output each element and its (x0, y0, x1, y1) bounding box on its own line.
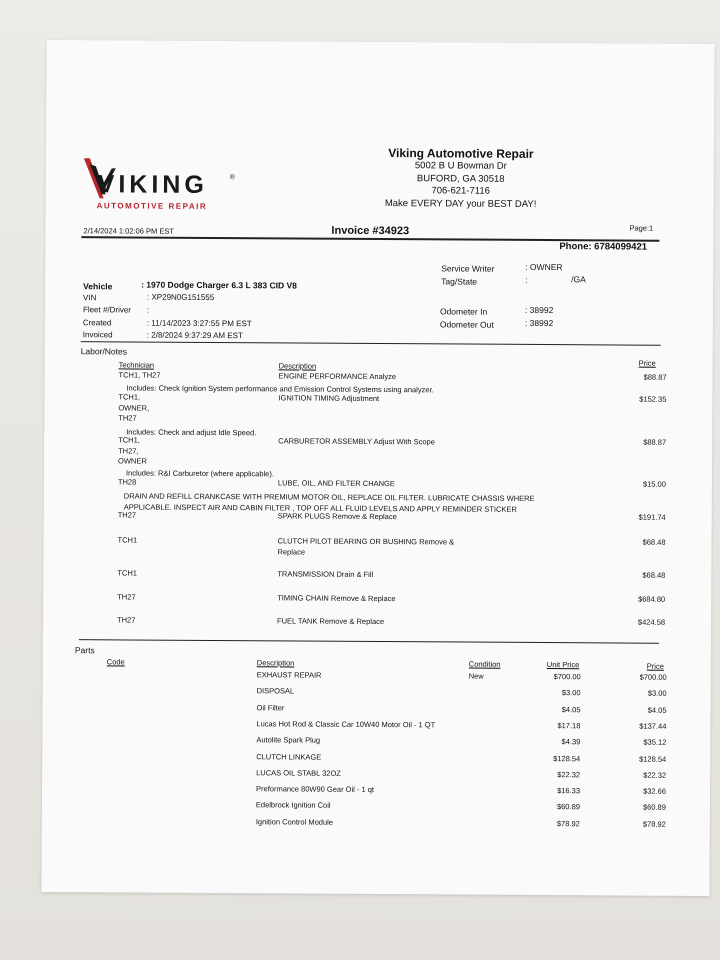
labor-description: CLUTCH PILOT BEARING OR BUSHING Remove & Replace (277, 536, 455, 557)
labor-description: LUBE, OIL, AND FILTER CHANGE (277, 478, 395, 489)
created-value: : 11/14/2023 3:27:55 PM EST (146, 318, 252, 329)
labor-description: TIMING CHAIN Remove & Replace (277, 593, 396, 604)
parts-divider (79, 639, 659, 644)
labor-note: Includes: Check and adjust Idle Speed. (126, 427, 257, 438)
part-price: $78.92 (642, 819, 666, 829)
part-price: $4.05 (647, 705, 667, 715)
labor-technician: TH27 (117, 615, 136, 625)
company-address-2: BUFORD, GA 30518 (416, 172, 505, 185)
invoice-number: Invoice #34923 (331, 224, 410, 238)
labor-description: ENGINE PERFORMANCE Analyze (278, 371, 397, 382)
labor-technician: TH27 (117, 510, 137, 520)
vin-value: : XP29N0G151555 (147, 292, 215, 302)
part-description: Edelbrock Ignition Coil (255, 800, 331, 811)
parts-col-unit-price: Unit Price (546, 660, 580, 670)
created-label: Created (82, 318, 112, 328)
part-unit-price: $22.32 (557, 769, 581, 780)
part-description: Autolite Spark Plug (256, 735, 321, 745)
parts-col-condition: Condition (468, 659, 501, 669)
labor-description: CARBURETOR ASSEMBLY Adjust With Scope (278, 436, 435, 447)
labor-description: SPARK PLUGS Remove & Replace (277, 511, 397, 522)
logo-word: VIKING (97, 170, 208, 199)
labor-description: FUEL TANK Remove & Replace (277, 616, 385, 627)
labor-technician: TCH1 (117, 535, 138, 545)
labor-technician: TH27 (117, 592, 136, 602)
tag-value: : (525, 274, 528, 285)
service-writer-value: : OWNER (525, 261, 563, 273)
page-number: Page:1 (629, 223, 654, 233)
company-slogan: Make EVERY DAY your BEST DAY! (384, 197, 537, 210)
fleet-label: Fleet #/Driver (82, 305, 132, 315)
part-description: Preformance 80W90 Gear Oil - 1 qt (256, 784, 375, 795)
labor-price: $684.80 (638, 594, 666, 604)
part-unit-price: $16.33 (557, 786, 581, 796)
tag-state: /GA (571, 274, 586, 285)
part-unit-price: $3.00 (561, 688, 581, 698)
part-price: $700.00 (639, 672, 667, 682)
labor-col-technician: Technician (118, 360, 155, 370)
labor-technician: TCH1 (117, 568, 137, 578)
parts-col-code: Code (106, 657, 125, 667)
odometer-in-value: : 38992 (524, 304, 554, 316)
labor-divider (81, 341, 661, 346)
labor-description: TRANSMISSION Drain & Fill (277, 569, 374, 579)
part-description: Ignition Control Module (255, 816, 334, 827)
company-address-1: 5002 B U Bowman Dr (414, 160, 507, 172)
part-unit-price: $60.89 (556, 802, 580, 812)
labor-price: $424.58 (637, 617, 666, 627)
company-phone: 706-621-7116 (431, 185, 490, 197)
labor-price: $152.35 (639, 394, 667, 404)
printed-date: 2/14/2024 1:02:06 PM EST (83, 226, 174, 236)
labor-price: $68.48 (642, 570, 666, 580)
part-description: EXHAUST REPAIR (256, 670, 322, 680)
labor-price: $191.74 (638, 512, 666, 522)
labor-technician: TCH1, TH27, OWNER (118, 435, 147, 466)
part-unit-price: $128.54 (553, 753, 581, 763)
part-description: Lucas Hot Rod & Classic Car 10W40 Motor Oil - 1 QT (256, 719, 436, 730)
parts-col-price: Price (646, 661, 664, 671)
vehicle-label: Vehicle (83, 281, 113, 292)
labor-col-price: Price (638, 358, 656, 368)
part-description: CLUTCH LINKAGE (256, 751, 322, 762)
labor-technician: TCH1, OWNER, TH27 (118, 392, 150, 423)
invoiced-value: : 2/8/2024 9:37:29 AM EST (146, 330, 243, 341)
service-writer-label: Service Writer (441, 263, 495, 274)
part-price: $35.12 (643, 737, 667, 747)
labor-note: Includes: Check Ignition System performance and Emission Control Systems using analyzer. (126, 383, 434, 395)
part-unit-price: $17.18 (557, 720, 581, 731)
odometer-in-label: Odometer In (439, 306, 488, 317)
part-price: $3.00 (647, 688, 667, 699)
labor-price: $68.48 (642, 537, 666, 547)
part-unit-price: $78.92 (556, 818, 580, 828)
labor-col-description: Description (278, 361, 317, 371)
company-name: Viking Automotive Repair (388, 146, 534, 161)
fleet-value: : (146, 305, 150, 315)
labor-technician: TCH1, TH27 (118, 370, 161, 380)
vin-label: VIN (83, 293, 97, 303)
part-unit-price: $700.00 (553, 672, 581, 682)
labor-technician: TH28 (117, 477, 137, 487)
labor-price: $88.87 (643, 372, 667, 382)
part-price: $137.44 (639, 721, 667, 731)
labor-note: DRAIN AND REFILL CRANKCASE WITH PREMIUM MOTOR OIL, REPLACE OIL FILTER. LUBRICATE CHASSIS WHERE APPLICABLE. INSPECT AIR AND CABIN FILTER , TOP OFF ALL FLUID LEVELS AND APPLY REMINDER STICKER (123, 491, 535, 514)
logo-subtitle: AUTOMOTIVE REPAIR (96, 201, 208, 211)
odometer-out-value: : 38992 (524, 317, 554, 329)
part-description: DISPOSAL (256, 686, 295, 696)
labor-price: $88.87 (643, 437, 667, 447)
labor-description: IGNITION TIMING Adjustment (278, 393, 380, 404)
part-unit-price: $4.39 (561, 737, 581, 747)
odometer-out-label: Odometer Out (439, 319, 494, 330)
parts-section-title: Parts (74, 645, 95, 656)
company-info (346, 146, 576, 211)
customer-phone: Phone: 6784099421 (559, 241, 648, 253)
labor-note: Includes: R&I Carburetor (where applicable). (125, 468, 274, 479)
part-price: $32.66 (643, 786, 667, 796)
labor-section-title: Labor/Notes (80, 346, 128, 357)
part-description: LUCAS OIL STABL 32OZ (256, 768, 341, 778)
invoiced-label: Invoiced (82, 330, 113, 340)
part-unit-price: $4.05 (561, 704, 581, 714)
invoice-paper (41, 40, 714, 896)
part-description: Oil Filter (256, 702, 285, 713)
tag-state-label: Tag/State (441, 276, 478, 287)
registered-mark: ® (229, 174, 235, 182)
part-price: $128.54 (639, 754, 667, 764)
part-price: $22.32 (643, 770, 667, 780)
part-price: $60.89 (642, 803, 666, 813)
labor-price: $15.00 (642, 479, 666, 489)
parts-col-description: Description (256, 658, 295, 668)
part-condition: New (468, 671, 484, 681)
vehicle-value: : 1970 Dodge Charger 6.3 L 383 CID V8 (141, 279, 297, 291)
